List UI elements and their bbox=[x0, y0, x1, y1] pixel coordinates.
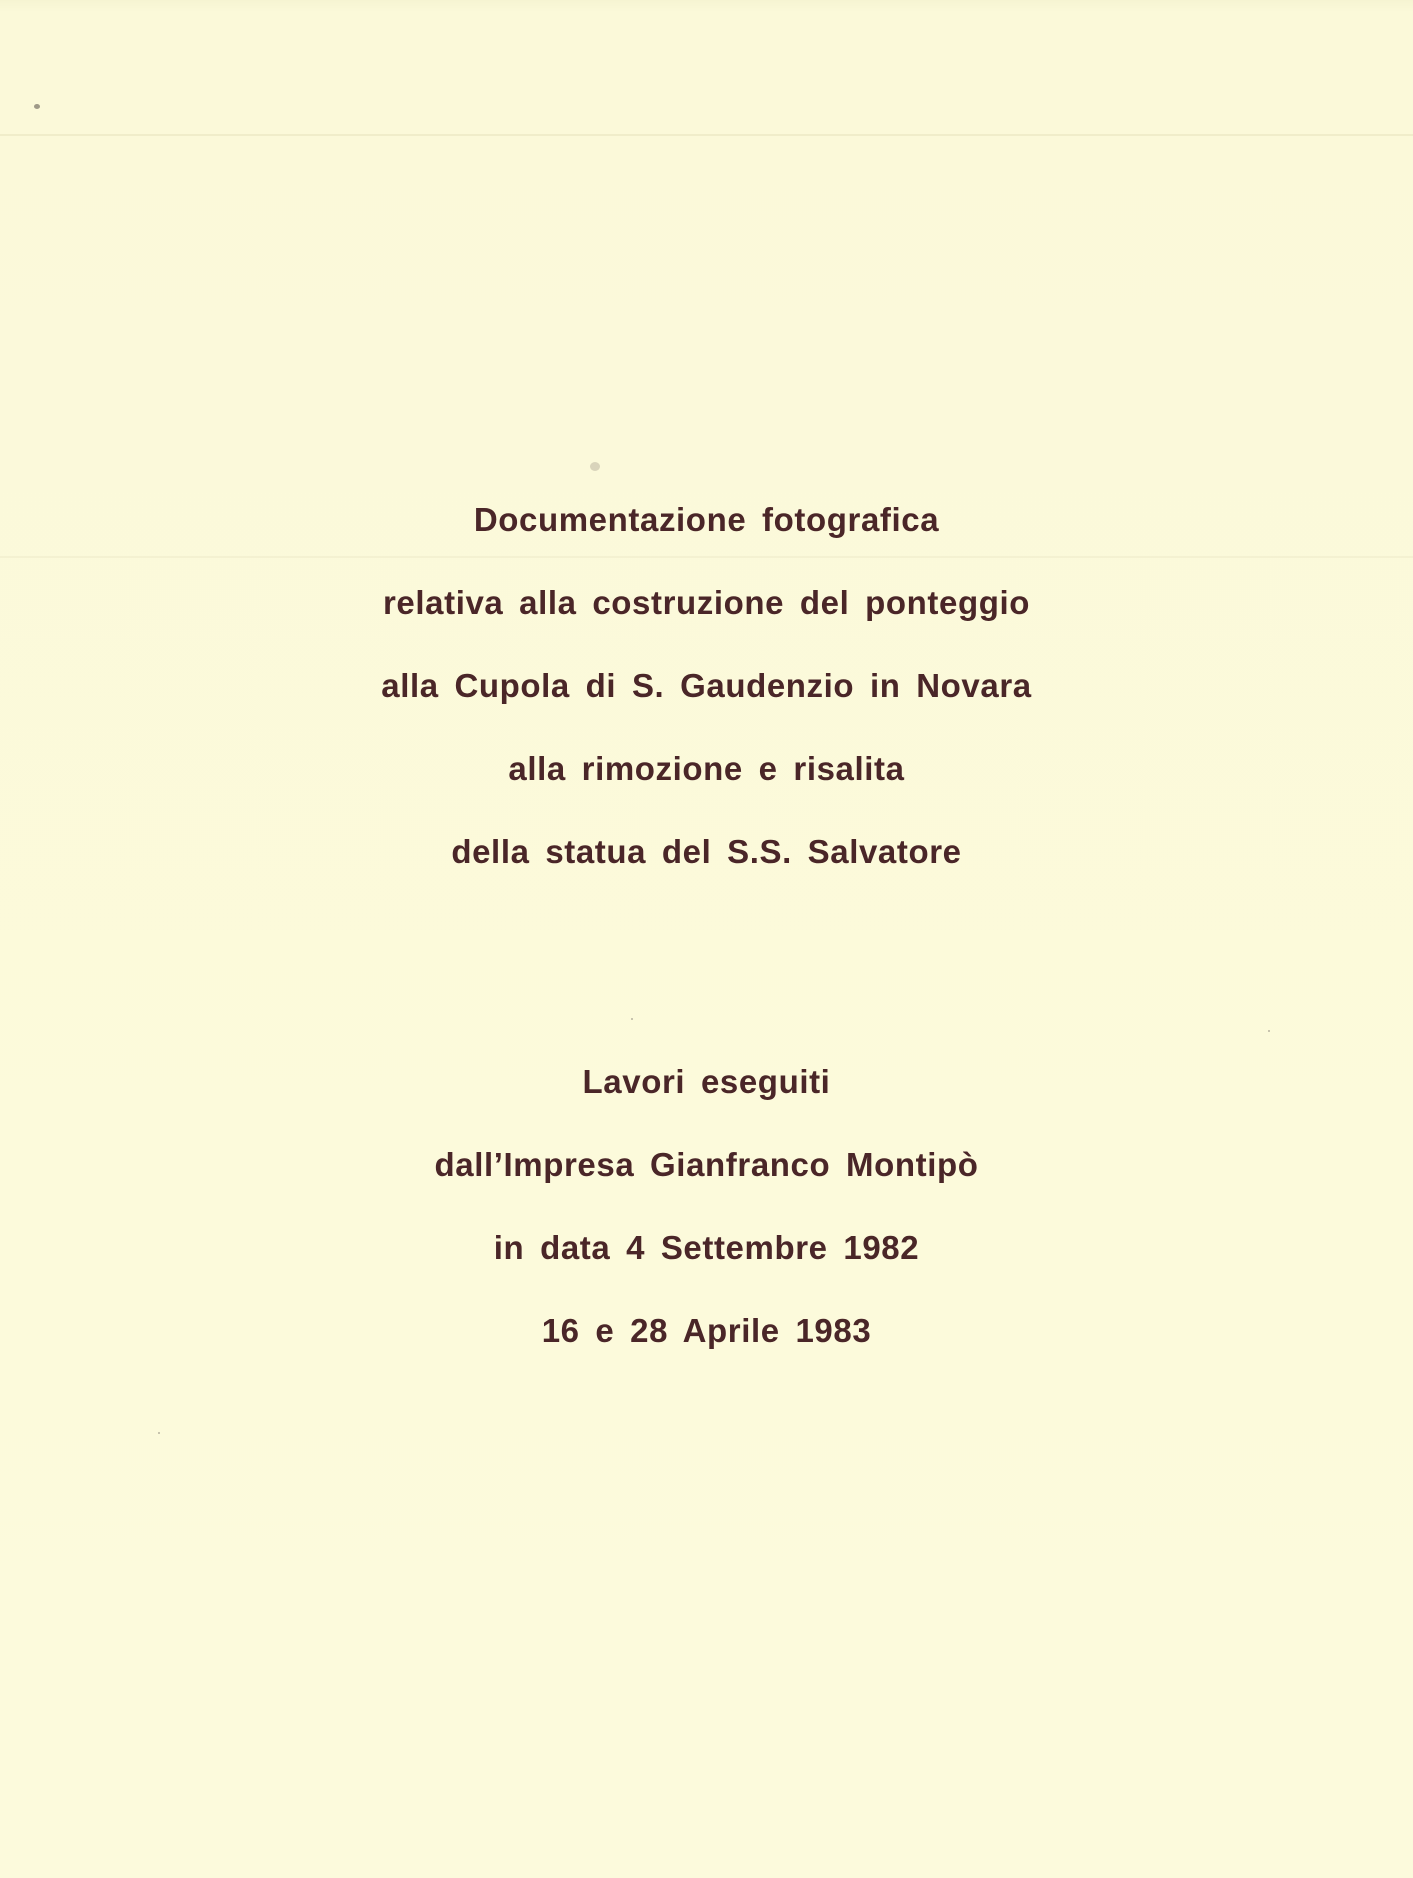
paper-speck bbox=[590, 462, 600, 471]
title-line: della statua del S.S. Salvatore bbox=[451, 833, 962, 870]
title-block bbox=[0, 478, 1413, 893]
paper-speck bbox=[34, 104, 40, 109]
works-block bbox=[0, 1040, 1413, 1372]
works-line: 16 e 28 Aprile 1983 bbox=[541, 1312, 872, 1349]
paper-speck bbox=[158, 1432, 160, 1434]
title-line: relativa alla costruzione del ponteggio bbox=[382, 584, 1031, 621]
paper-fold-line bbox=[0, 134, 1413, 136]
works-line: in data 4 Settembre 1982 bbox=[493, 1229, 920, 1266]
paper-speck bbox=[1268, 1030, 1270, 1032]
works-line: Lavori eseguiti bbox=[582, 1063, 831, 1100]
title-line: alla rimozione e risalita bbox=[508, 750, 905, 787]
title-line: Documentazione fotografica bbox=[473, 501, 940, 538]
paper-speck bbox=[631, 1018, 633, 1020]
title-line: alla Cupola di S. Gaudenzio in Novara bbox=[381, 667, 1032, 704]
works-line: dall’Impresa Gianfranco Montipò bbox=[434, 1146, 979, 1183]
